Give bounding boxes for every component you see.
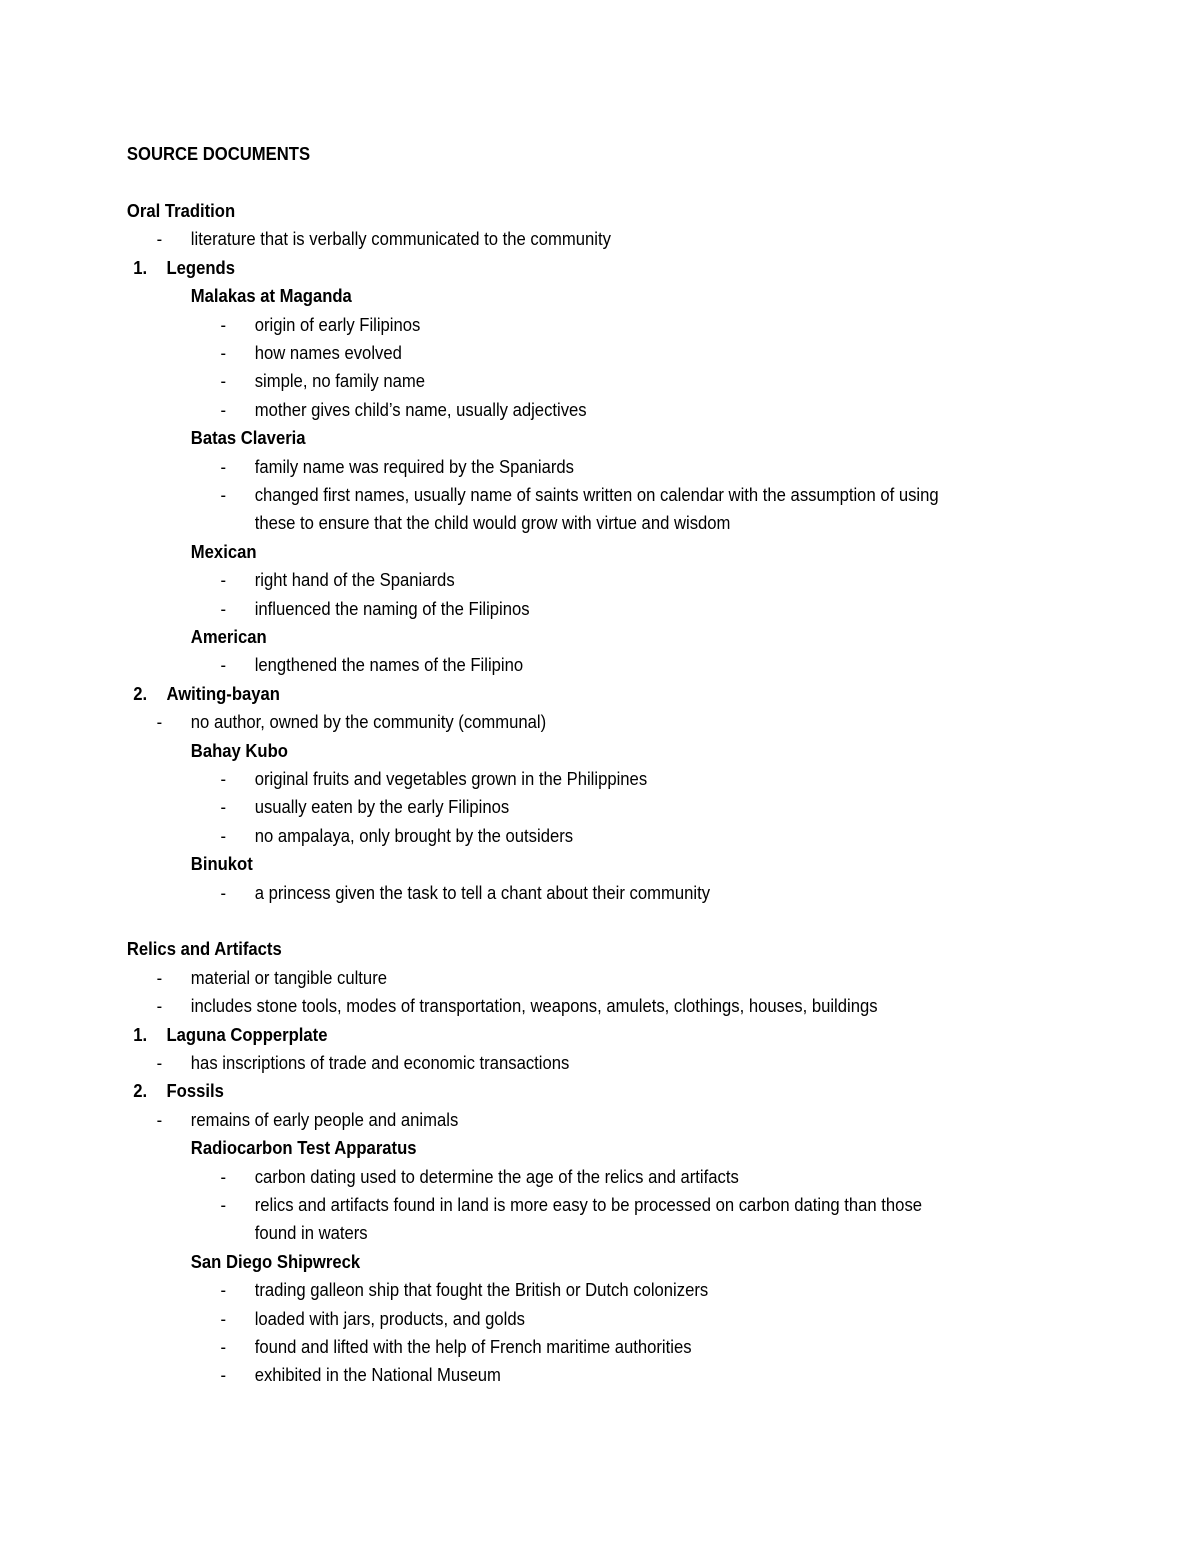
subsection-heading xyxy=(0,538,1080,567)
subsection-heading xyxy=(0,623,1080,652)
list-item-text: family name was required by the Spaniards xyxy=(254,455,574,477)
subsection-title: Malakas at Maganda xyxy=(190,285,352,307)
list-item-text: found and lifted with the help of French maritime authorities xyxy=(254,1336,692,1357)
list-item xyxy=(0,566,1080,595)
list-item xyxy=(0,1305,1080,1334)
section-heading xyxy=(0,935,1080,964)
list-item-text: literature that is verbally communicated to the community xyxy=(190,228,611,250)
bullet-marker: - xyxy=(156,1052,163,1073)
item-number: 2. xyxy=(133,682,148,704)
item-title: Legends xyxy=(166,256,235,278)
list-item-text: how names evolved xyxy=(254,342,402,363)
list-item-text: no ampalaya, only brought by the outsiders xyxy=(254,824,574,846)
list-item-text: lengthened the names of the Filipino xyxy=(254,654,524,676)
list-item xyxy=(0,1163,1080,1192)
list-item xyxy=(0,964,1080,993)
list-item-text: a princess given the task to tell a chant about their community xyxy=(254,881,711,903)
bullet-marker: - xyxy=(156,228,163,250)
list-item xyxy=(0,765,1080,794)
list-item xyxy=(0,1333,1080,1362)
subsection-heading xyxy=(0,850,1080,879)
numbered-item xyxy=(0,1021,1080,1050)
subsection-title: Binukot xyxy=(190,853,253,875)
numbered-item xyxy=(0,254,1080,283)
list-item-text: loaded with jars, products, and golds xyxy=(254,1307,525,1329)
item-title: Laguna Copperplate xyxy=(166,1023,328,1045)
subsection-title: Radiocarbon Test Apparatus xyxy=(190,1137,417,1159)
list-item xyxy=(0,1276,1080,1305)
bullet-marker: - xyxy=(156,1108,163,1130)
list-item xyxy=(0,1191,1080,1247)
list-item xyxy=(0,225,1080,254)
item-number: 1. xyxy=(133,1023,148,1045)
list-item-text: simple, no family name xyxy=(254,370,425,392)
subsection-title: American xyxy=(190,626,267,647)
list-item xyxy=(0,793,1080,822)
numbered-item xyxy=(0,680,1080,709)
bullet-marker: - xyxy=(220,370,227,392)
list-item-text: right hand of the Spaniards xyxy=(254,569,455,591)
subsection-title: Bahay Kubo xyxy=(190,739,288,761)
section-heading-text: Oral Tradition xyxy=(126,200,236,221)
list-item xyxy=(0,339,1080,368)
list-item-text: original fruits and vegetables grown in the Philippines xyxy=(254,768,648,789)
subsection-title: San Diego Shipwreck xyxy=(190,1250,361,1272)
bullet-marker: - xyxy=(220,1336,227,1357)
list-item xyxy=(0,1361,1080,1390)
list-item-text: material or tangible culture xyxy=(190,966,387,988)
subsection-heading xyxy=(0,424,1080,453)
bullet-marker: - xyxy=(220,1364,227,1386)
list-item-text: relics and artifacts found in land is more easy to be processed on carbon dating than those found in waters xyxy=(254,1194,923,1243)
list-item-text: no author, owned by the community (communal) xyxy=(190,711,547,733)
list-item-text: remains of early people and animals xyxy=(190,1108,459,1130)
bullet-marker: - xyxy=(156,995,163,1017)
subsection-title: Mexican xyxy=(190,540,257,562)
bullet-marker: - xyxy=(220,597,227,619)
list-item xyxy=(0,879,1080,908)
bullet-marker: - xyxy=(220,654,227,676)
list-item xyxy=(0,595,1080,624)
list-item-text: includes stone tools, modes of transportation, weapons, amulets, clothings, houses, buildings xyxy=(190,995,878,1017)
list-item xyxy=(0,1049,1080,1078)
list-item-text: origin of early Filipinos xyxy=(254,313,421,335)
subsection-heading xyxy=(0,1248,1080,1277)
bullet-marker: - xyxy=(220,569,227,591)
subsection-title: Batas Claveria xyxy=(190,427,306,449)
item-number: 2. xyxy=(133,1080,148,1102)
list-item xyxy=(0,453,1080,482)
list-item-text: usually eaten by the early Filipinos xyxy=(254,796,510,818)
item-title: Awiting-bayan xyxy=(166,682,280,704)
bullet-marker: - xyxy=(220,342,227,363)
list-item xyxy=(0,708,1080,737)
bullet-marker: - xyxy=(156,711,163,733)
item-title: Fossils xyxy=(166,1080,224,1102)
list-item-text: exhibited in the National Museum xyxy=(254,1364,501,1386)
bullet-marker: - xyxy=(220,1307,227,1329)
list-item xyxy=(0,1106,1080,1135)
bullet-marker: - xyxy=(220,881,227,903)
item-number: 1. xyxy=(133,256,148,278)
section-heading-text: Relics and Artifacts xyxy=(126,938,282,960)
list-item xyxy=(0,481,1080,537)
list-item xyxy=(0,367,1080,396)
list-item-text: trading galleon ship that fought the British or Dutch colonizers xyxy=(254,1279,709,1301)
bullet-marker: - xyxy=(220,1194,227,1215)
list-item xyxy=(0,651,1080,680)
bullet-marker: - xyxy=(220,1279,227,1301)
list-item xyxy=(0,311,1080,340)
list-item-text: mother gives child’s name, usually adjectives xyxy=(254,398,587,420)
numbered-item xyxy=(0,1077,1080,1106)
list-item-text: influenced the naming of the Filipinos xyxy=(254,597,530,619)
list-item xyxy=(0,992,1080,1021)
bullet-marker: - xyxy=(220,824,227,846)
section-heading xyxy=(0,197,1080,226)
bullet-marker: - xyxy=(156,966,163,988)
bullet-marker: - xyxy=(220,796,227,818)
bullet-marker: - xyxy=(220,768,227,789)
bullet-marker: - xyxy=(220,1165,227,1187)
subsection-heading xyxy=(0,1134,1080,1163)
bullet-marker: - xyxy=(220,455,227,477)
bullet-marker: - xyxy=(220,313,227,335)
page-title: SOURCE DOCUMENTS xyxy=(126,143,311,164)
subsection-heading xyxy=(0,737,1080,766)
list-item xyxy=(0,396,1080,425)
list-item xyxy=(0,822,1080,851)
bullet-marker: - xyxy=(220,398,227,420)
list-item-text: carbon dating used to determine the age of the relics and artifacts xyxy=(254,1165,739,1187)
bullet-marker: - xyxy=(220,484,227,505)
list-item-text: changed first names, usually name of saints written on calendar with the assumption of using these to ensure that the child would grow with virtue and wisdom xyxy=(254,484,939,533)
list-item-text: has inscriptions of trade and economic transactions xyxy=(190,1052,570,1073)
subsection-heading xyxy=(0,282,1080,311)
